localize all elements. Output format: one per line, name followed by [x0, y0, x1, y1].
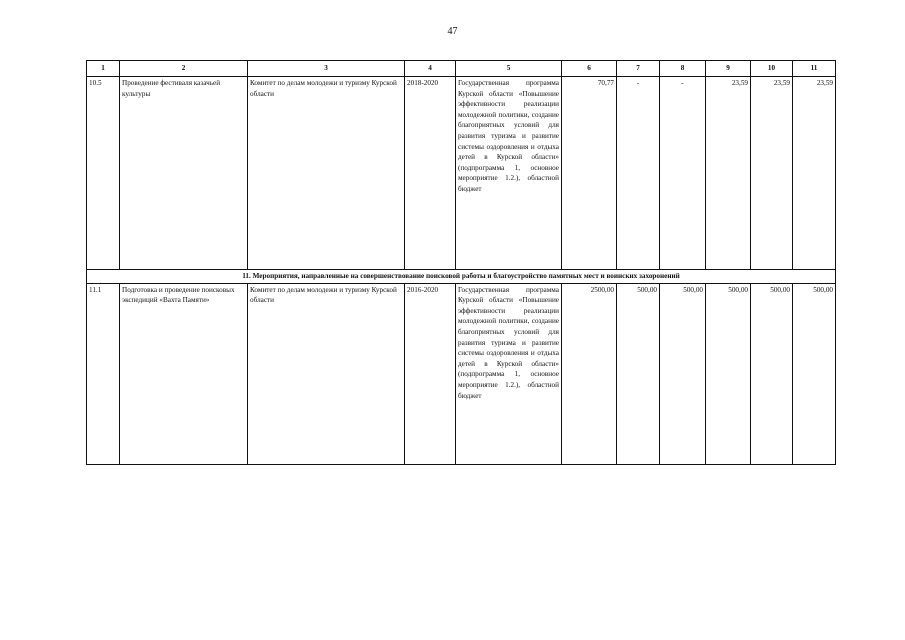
- header-row: [87, 61, 836, 77]
- value-total: 70,77: [562, 77, 617, 270]
- row-number: 10.5: [87, 77, 120, 270]
- funding-source: Государственная программа Курской области «Повышение эффективности реализации молодежной политики, создание благоприятных условий для развития туризма и развитие системы оздоровления и отдыха детей в Курской области» (подпрограмма 1, основное мероприятие 1.2.), областной бюджет: [456, 283, 562, 464]
- col-header-8: 8: [660, 61, 706, 77]
- col-header-11: 11: [793, 61, 836, 77]
- col-header-6: 6: [562, 61, 617, 77]
- funding-source: Государственная программа Курской области «Повышение эффективности реализации молодежной политики, создание благоприятных условий для развития туризма и развитие системы оздоровления и отдыха детей в Курской области» (подпрограмма 1, основное мероприятие 1.2.), областной бюджет: [456, 77, 562, 270]
- value-2019: 23,59: [751, 77, 793, 270]
- value-2017: -: [660, 77, 706, 270]
- col-header-4: 4: [405, 61, 456, 77]
- col-header-7: 7: [617, 61, 660, 77]
- event-name: Подготовка и проведение поисковых экспедиций «Вахта Памяти»: [120, 283, 248, 464]
- period: 2018-2020: [405, 77, 456, 270]
- value-2019: 500,00: [751, 283, 793, 464]
- value-total: 2500,00: [562, 283, 617, 464]
- page-number: 47: [447, 26, 458, 37]
- table-row: [87, 283, 836, 464]
- executor: Комитет по делам молодежи и туризму Курской области: [248, 283, 405, 464]
- col-header-5: 5: [456, 61, 562, 77]
- col-header-2: 2: [120, 61, 248, 77]
- col-header-1: 1: [87, 61, 120, 77]
- executor: Комитет по делам молодежи и туризму Курской области: [248, 77, 405, 270]
- table-row: [87, 77, 836, 270]
- value-2018: 500,00: [706, 283, 751, 464]
- col-header-10: 10: [751, 61, 793, 77]
- value-2016: -: [617, 77, 660, 270]
- row-number: 11.1: [87, 283, 120, 464]
- value-2020: 500,00: [793, 283, 836, 464]
- program-table: [86, 60, 836, 465]
- value-2017: 500,00: [660, 283, 706, 464]
- event-name: Проведение фестиваля казачьей культуры: [120, 77, 248, 270]
- value-2016: 500,00: [617, 283, 660, 464]
- period: 2016-2020: [405, 283, 456, 464]
- section-row: [87, 270, 836, 284]
- col-header-9: 9: [706, 61, 751, 77]
- section-title: 11. Мероприятия, направленные на совершенствование поисковой работы и благоустройство памятных мест и воинских захоронений: [87, 270, 836, 284]
- value-2020: 23,59: [793, 77, 836, 270]
- col-header-3: 3: [248, 61, 405, 77]
- value-2018: 23,59: [706, 77, 751, 270]
